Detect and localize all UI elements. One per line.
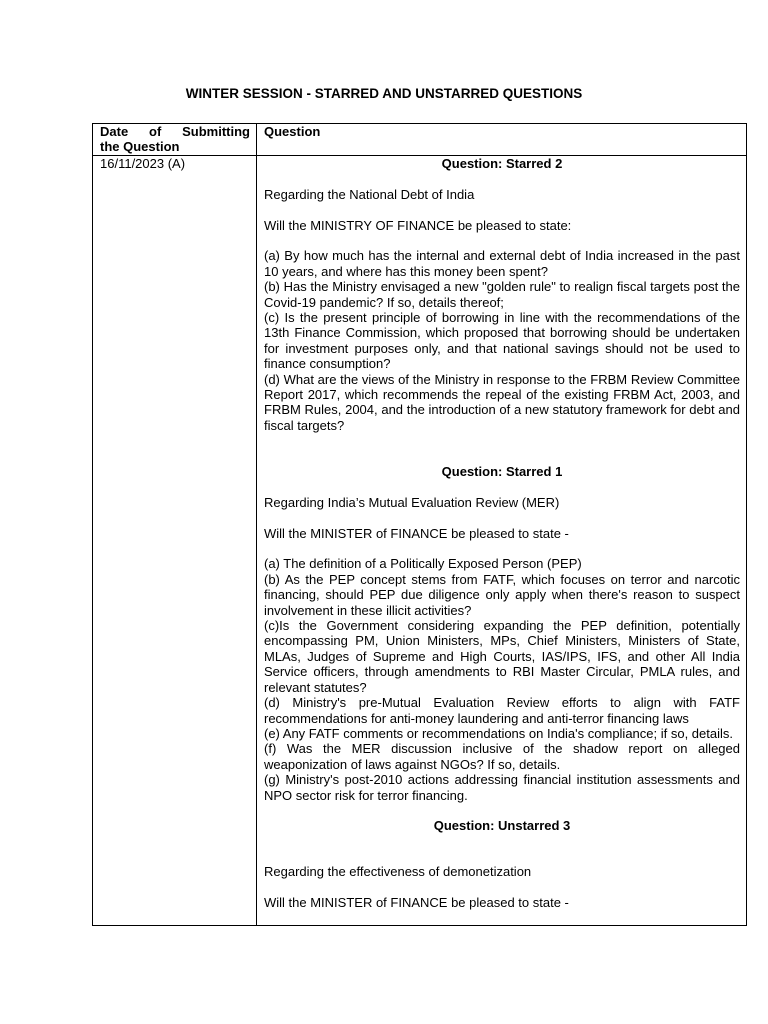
page-title: WINTER SESSION - STARRED AND UNSTARRED QUESTIONS (185, 86, 583, 101)
question-heading: Question: Unstarred 3 (433, 817, 571, 833)
question-subject: Regarding India’s Mutual Evaluation Review (MER) (264, 494, 560, 510)
question-heading: Question: Starred 2 (441, 156, 563, 171)
header-date-cell (93, 124, 257, 156)
question-cell (257, 156, 747, 926)
question-subject: Regarding the effectiveness of demonetization (264, 864, 532, 880)
question-item: (c)Is the Government considering expanding the PEP definition, potentially encompassing PM, Union Ministers, MPs, Chief Ministers, Ministers of State, MLAs, Judges of Supreme and High Courts, IAS/IPS, IFS, and other All India Service officers, through amendments to RBI Master Circular, PMLA rules, and relevant statutes? (264, 618, 740, 695)
table-header-row (93, 124, 747, 156)
header-question-cell (257, 124, 747, 156)
table-row (93, 156, 747, 926)
question-item: (d) What are the views of the Ministry in response to the FRBM Review Committee Report 2017, which recommends the repeal of the existing FRBM Act, 2003, and FRBM Rules, 2004, and the introduction of a new statutory framework for debt and fiscal targets? (264, 371, 740, 433)
question-item: (b) Has the Ministry envisaged a new "golden rule" to realign fiscal targets post the Covid-19 pandemic? If so, details thereof; (264, 279, 740, 310)
question-intro: Will the MINISTER of FINANCE be pleased to state - (264, 525, 569, 541)
question-subject: Regarding the National Debt of India (264, 186, 475, 202)
date-cell (93, 156, 257, 926)
header-date-line1: Date of Submitting (100, 124, 250, 139)
questions-table (92, 123, 747, 926)
question-item: (g) Ministry's post-2010 actions addressing financial institution assessments and NPO sector risk for terror financing. (264, 772, 740, 803)
question-item: (f) Was the MER discussion inclusive of the shadow report on alleged weaponization of laws against NGOs? If so, details. (264, 741, 740, 772)
question-item: (e) Any FATF comments or recommendations on India's compliance; if so, details. (264, 725, 733, 741)
question-item: (a) By how much has the internal and external debt of India increased in the past 10 years, and where has this money been spent? (264, 248, 740, 279)
question-item: (d) Ministry's pre-Mutual Evaluation Review efforts to align with FATF recommendations for anti-money laundering and anti-terror financing laws (264, 695, 740, 726)
submission-date: 16/11/2023 (A) (100, 156, 186, 171)
question-item: (c) Is the present principle of borrowing in line with the recommendations of the 13th Finance Commission, which proposed that borrowing should be undertaken for investment purposes only, and that national savings should not be used to finance consumption? (264, 310, 740, 372)
header-question-label: Question (264, 124, 321, 139)
header-date-line2: the Question (100, 139, 180, 155)
question-intro: Will the MINISTRY OF FINANCE be pleased to state: (264, 217, 572, 233)
question-heading: Question: Starred 1 (441, 464, 563, 480)
question-intro: Will the MINISTER of FINANCE be pleased to state - (264, 894, 569, 910)
question-item: (b) As the PEP concept stems from FATF, which focuses on terror and narcotic financing, should PEP due diligence only apply when there's reason to suspect involvement in these illicit activities? (264, 571, 740, 618)
question-item: (a) The definition of a Politically Exposed Person (PEP) (264, 556, 582, 572)
